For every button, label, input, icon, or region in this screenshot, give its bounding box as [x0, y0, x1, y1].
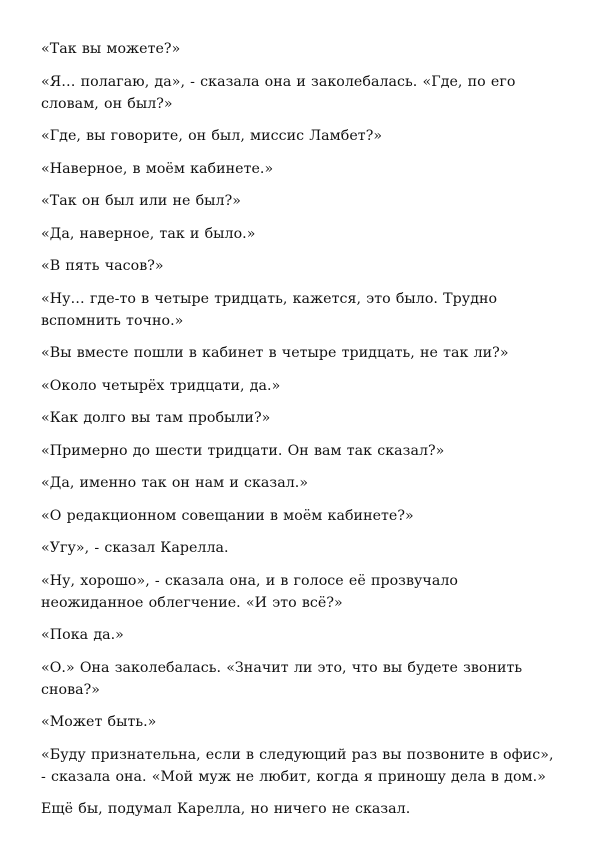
paragraph: «В пять часов?»: [41, 258, 164, 274]
paragraph: «Примерно до шести тридцати. Он вам так сказал?»: [41, 442, 445, 459]
paragraph: «Может быть.»: [41, 714, 157, 730]
paragraph: «О редакционном совещании в моём кабинете?»: [41, 507, 414, 524]
paragraph: «Я… полагаю, да», - сказала она и заколебалась. «Где, по его словам, он был?»: [41, 73, 516, 112]
paragraph: «Так он был или не был?»: [41, 193, 241, 209]
paragraph: «Где, вы говорите, он был, миссис Ламбет?»: [41, 128, 383, 144]
paragraph: «Да, именно так он нам и сказал.»: [41, 475, 309, 491]
paragraph: «О.» Она заколебалась. «Значит ли это, что вы будете звонить снова?»: [41, 659, 523, 698]
paragraph: «Ну, хорошо», - сказала она, и в голосе её прозвучало неожиданное облегчение. «И это всё?»: [41, 572, 458, 611]
paragraph: Ещё бы, подумал Карелла, но ничего не сказал.: [41, 801, 411, 817]
paragraph: «Наверное, в моём кабинете.»: [41, 160, 274, 177]
paragraph: «Около четырёх тридцати, да.»: [41, 377, 281, 394]
paragraph: «Как долго вы там пробыли?»: [41, 410, 271, 426]
paragraph: «Пока да.»: [41, 627, 124, 643]
paragraph: «Вы вместе пошли в кабинет в четыре тридцать, не так ли?»: [41, 345, 509, 361]
paragraph: «Так вы можете?»: [41, 41, 181, 57]
paragraph: «Буду признательна, если в следующий раз вы позвоните в офис», - сказала она. «Мой муж не любит, когда я приношу дела в дом.»: [41, 746, 554, 785]
paragraph: «Да, наверное, так и было.»: [41, 225, 256, 242]
paragraph: «Угу», - сказал Карелла.: [41, 540, 229, 556]
paragraph: «Ну… где-то в четыре тридцать, кажется, это было. Трудно вспомнить точно.»: [41, 290, 498, 329]
